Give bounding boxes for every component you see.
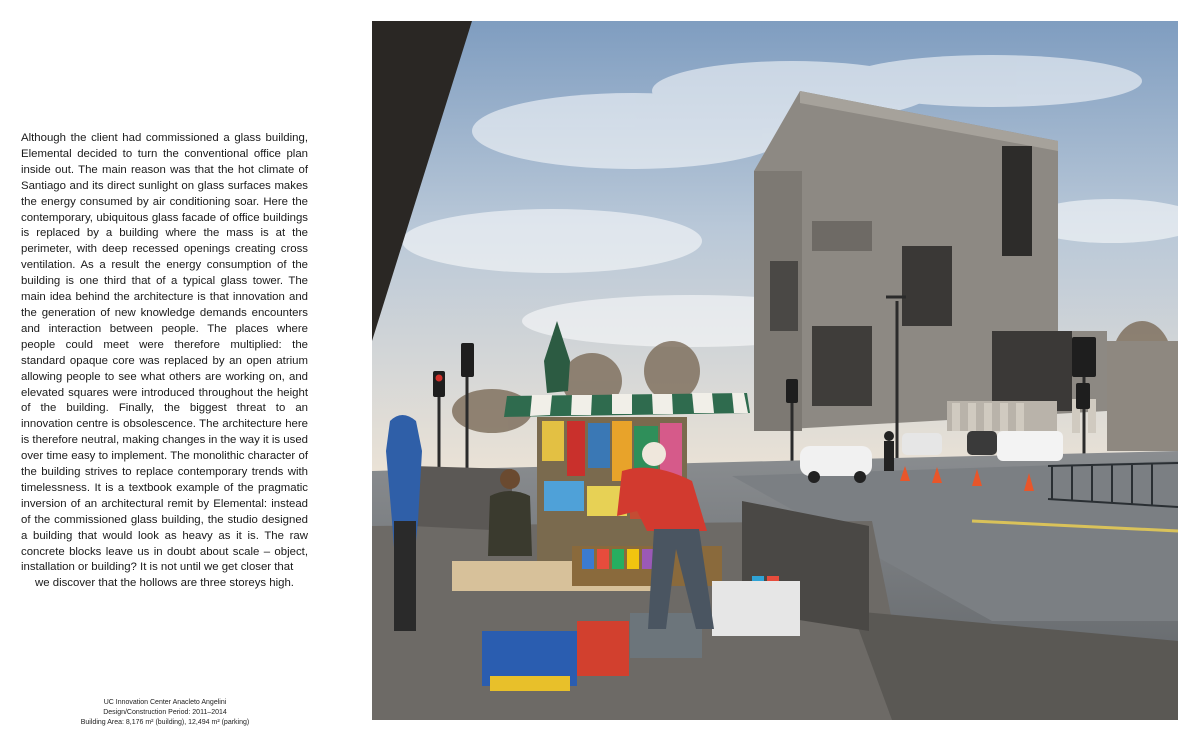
caption-area: Building Area: 8,176 m² (building), 12,494 m² (parking): [80, 718, 250, 726]
caption-period: Design/Construction Period: 2011–2014: [103, 708, 227, 716]
photo-caption: [40, 698, 290, 727]
caption-title: UC Innovation Center Anacleto Angelini: [103, 699, 227, 706]
photograph-illustration: [372, 21, 1178, 720]
body-text-column: [21, 131, 308, 592]
body-paragraph: Although the client had commissioned a glass building, Elemental decided to turn the conventional office plan inside out. The main reason was that the hot climate of Santiago and its direct sunlight on glass surfaces makes the energy consumed by air conditioning soar. Here the contemporary, ubiquitous glass facade of office buildings is replaced by a building where the mass is at the perimeter, with deep recessed openings creating cross ventilation. As a result the energy consumption of the building is one third that of a typical glass tower. The main idea behind the architecture is that innovation and the generation of new knowledge demands encounters and interaction between people. The places where people could meet were therefore multiplied: the standard opaque core was replaced by an open atrium allowing people to see what others are working on, and elevated squares were introduced throughout the height of the building. Finally, the biggest threat to an innovation centre is obsolescence. The architecture here is therefore neutral, making changes in the way it is used over time easy to implement. The monolithic character of the building strives to replace contemporary trends with timelessness. It is a textbook example of the pragmatic inversion of an architectural remit by Elemental: instead of the commissioned glass building, the studio designed a building that would look as heavy as it is. The raw concrete blocks leave us in doubt about scale – object, installation or building? It is not until we get closer that: [21, 132, 308, 574]
building-photograph: [372, 21, 1178, 720]
body-paragraph-last-line: we discover that the hollows are three storeys high.: [35, 577, 294, 590]
